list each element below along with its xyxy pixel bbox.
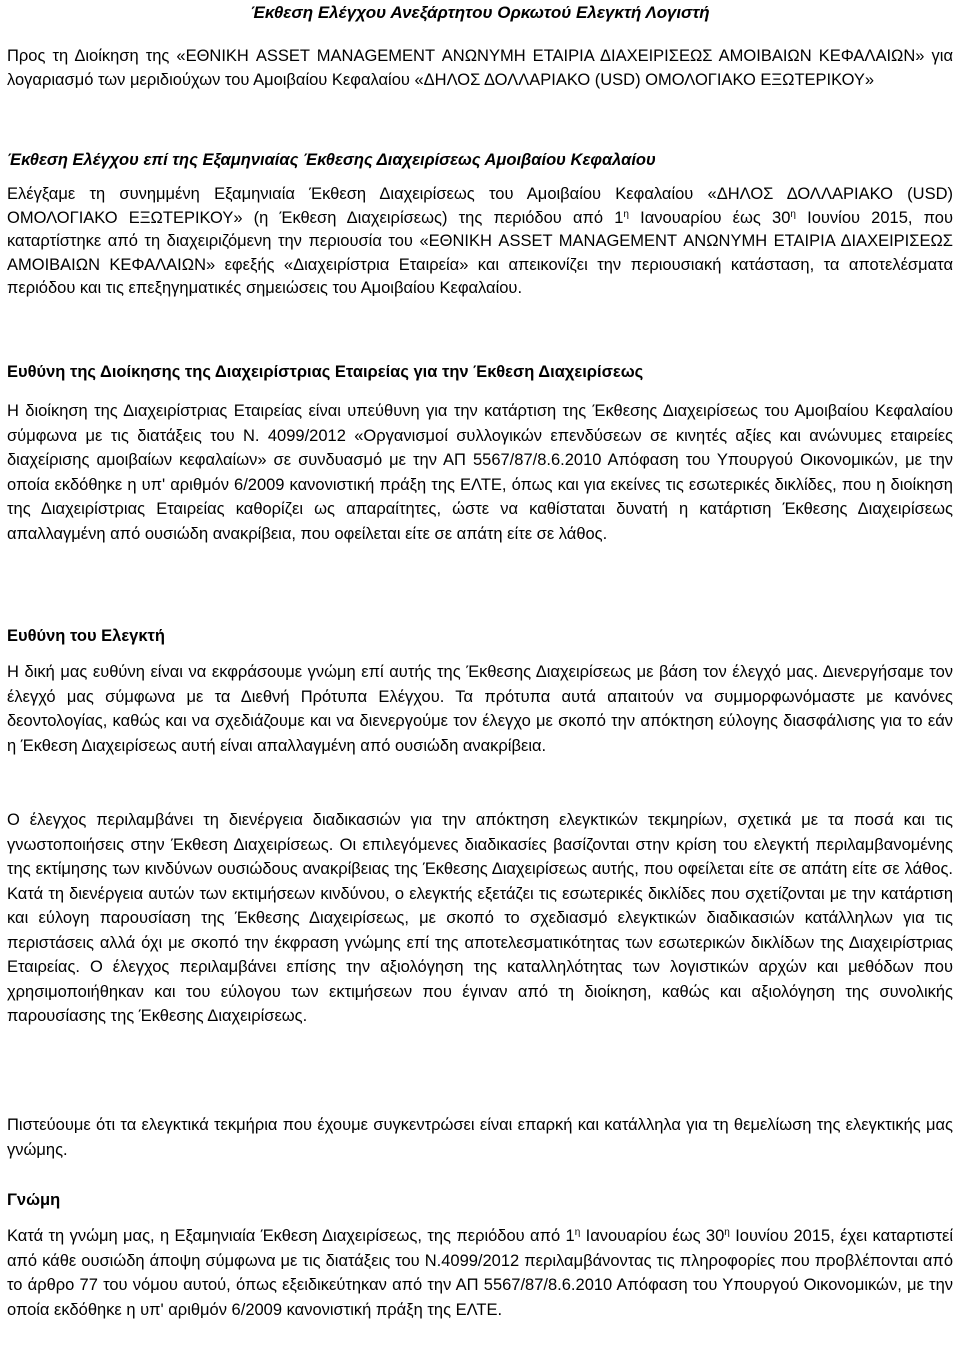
section-heading-auditor: Ευθύνη του Ελεγκτή: [7, 627, 165, 645]
section-heading-opinion: Γνώμη: [7, 1191, 61, 1209]
superscript: η: [574, 1227, 581, 1238]
scope-text-a: Ελέγξαμε τη συνημμένη Εξαμηνιαία Έκθεση Διαχειρίσεως του Αμοιβαίου Κεφαλαίου «ΔΗΛΟΣ ΔΟΛΛΑΡΙΑΚΟ (USD) ΟΜΟΛΟΓΙΑΚΟ ΕΞΩΤΕΡΙΚΟΥ» (η Έκθεση Διαχειρίσεως) της περιόδου από 1: [7, 185, 953, 227]
auditor-paragraph-1: Η δική μας ευθύνη είναι να εκφράσουμε γνώμη επί αυτής της Έκθεσης Διαχειρίσεως με βάση τον έλεγχό μας. Διενεργήσαμε τον έλεγχό μας σύμφωνα με τα Διεθνή Πρότυπα Ελέγχου. Τα πρότυπα αυτά απαιτούν να συμμορφωνόμαστε με κανόνες δεοντολογίας, καθώς και να σχεδιάζουμε και να διενεργούμε τον έλεγχο με σκοπό την απόκτηση εύλογης διασφάλισης για το εάν η Έκθεση Διαχειρίσεως αυτή είναι απαλλαγμένη από ουσιώδη ανακρίβεια.: [7, 663, 953, 755]
management-paragraph: Η διοίκηση της Διαχειρίστριας Εταιρείας είναι υπεύθυνη για την κατάρτιση της Έκθεσης Διαχειρίσεως του Αμοιβαίου Κεφαλαίου σύμφωνα με τις διατάξεις του Ν. 4099/2012 «Οργανισμοί συλλογικών επενδύσεων σε κινητές αξίες και ανώνυμες εταιρείες διαχείρισης αμοιβαίων κεφαλαίων» σε συνδυασμό με την ΑΠ 5567/87/8.6.2010 Απόφαση του Υπουργού Οικονομικών, με την οποία εκδόθηκε η υπ' αριθμόν 6/2009 κανονιστική πράξη της ΕΛΤΕ, όπως και για εκείνες τις εσωτερικές δικλίδες, που η διοίκηση της Διαχειρίστριας Εταιρείας καθορίζει ως απαραίτητες, ώστε να καθίσταται δυνατή η κατάρτιση Έκθεσης Διαχειρίσεως απαλλαγμένη από ουσιώδη ανακρίβεια, που οφείλεται είτε σε απάτη είτε σε λάθος.: [7, 402, 953, 543]
auditor-paragraph-2: Ο έλεγχος περιλαμβάνει τη διενέργεια διαδικασιών για την απόκτηση ελεγκτικών τεκμηρίων, σχετικά με τα ποσά και τις γνωστοποιήσεις στην Έκθεση Διαχειρίσεως. Οι επιλεγόμενες διαδικασίες βασίζονται στην κρίση του ελεγκτή περιλαμβανομένης της εκτίμησης των κινδύνων ουσιώδους ανακρίβειας της Έκθεσης Διαχειρίσεως αυτής, που οφείλεται είτε σε απάτη είτε σε λάθος. Κατά τη διενέργεια αυτών των εκτιμήσεων κινδύνου, ο ελεγκτής εξετάζει τις εσωτερικές δικλίδες που σχετίζονται με την κατάρτιση και εύλογη παρουσίαση της Έκθεσης Διαχειρίσεως, με σκοπό το σχεδιασμό ελεγκτικών διαδικασιών κατάλληλων για τις περιστάσεις αλλά όχι με σκοπό την έκφραση γνώμης επί της αποτελεσματικότητας των εσωτερικών δικλίδων της Διαχειρίστριας Εταιρείας. Ο έλεγχος περιλαμβάνει επίσης την αξιολόγηση της καταλληλότητας των λογιστικών αρχών και μεθόδων που χρησιμοποιήθηκαν και του εύλογου των εκτιμήσεων που έγιναν από τη διοίκηση, καθώς και αξιολόγηση της συνολικής παρουσίασης της Έκθεσης Διαχειρίσεως.: [7, 811, 953, 1025]
scope-text-c: Ιουνίου 2015, που καταρτίστηκε από τη διαχειριζόμενη την περιουσία του «ΕΘΝΙΚΗ ASSET MANAGEMENT ΑΝΩΝΥΜΗ ΕΤΑΙΡΙΑ ΔΙΑΧΕΙΡΙΣΕΩΣ ΑΜΟΙΒΑΙΩΝ ΚΕΦΑΛΑΙΩΝ» εφεξής «Διαχειρίστρια Εταιρεία» και απεικονίζει την περιουσιακή κατάσταση, τα αποτελέσματα περιόδου και τις επεξηγηματικές σημειώσεις του Αμοιβαίου Κεφαλαίου.: [7, 208, 953, 297]
superscript: η: [623, 208, 629, 220]
superscript: η: [724, 1227, 730, 1238]
opinion-text-a: Κατά τη γνώμη μας, η Εξαμηνιαία Έκθεση Διαχειρίσεως, της περιόδου από 1: [7, 1227, 575, 1245]
report-title: Έκθεση Ελέγχου Ανεξάρτητου Ορκωτού Ελεγκτή Λογιστή: [250, 3, 710, 22]
superscript: η: [790, 208, 796, 220]
addressee-paragraph: Προς τη Διοίκηση της «ΕΘΝΙΚΗ ASSET MANAGEMENT ΑΝΩΝΥΜΗ ΕΤΑΙΡΙΑ ΔΙΑΧΕΙΡΙΣΕΩΣ ΑΜΟΙΒΑΙΩΝ ΚΕΦΑΛΑΙΩΝ» για λογαριασμό των μεριδιούχων του Αμοιβαίου Κεφαλαίου «ΔΗΛΟΣ ΔΟΛΛΑΡΙΑΚΟ (USD) ΟΜΟΛΟΓΙΑΚΟ ΕΞΩΤΕΡΙΚΟΥ»: [7, 47, 953, 89]
scope-paragraph: [7, 183, 953, 301]
auditor-paragraph-3: Πιστεύουμε ότι τα ελεγκτικά τεκμήρια που έχουμε συγκεντρώσει είναι επαρκή και κατάλληλα για τη θεμελίωση της ελεγκτικής μας γνώμης.: [7, 1116, 953, 1159]
opinion-text-c: Ιουνίου 2015, έχει καταρτιστεί από κάθε ουσιώδη άποψη σύμφωνα με τις διατάξεις του Ν.4099/2012 περιλαμβάνοντας τις πληροφορίες που προβλέπονται από το άρθρο 77 του νόμου αυτού, όπως εξειδικεύτηκαν από την ΑΠ 5567/87/8.6.2010 Απόφαση του Υπουργού Οικονομικών, με την οποία εκδόθηκε η υπ' αριθμόν 6/2009 κανονιστική πράξη της ΕΛΤΕ.: [7, 1227, 954, 1319]
section-heading-report: Έκθεση Ελέγχου επί της Εξαμηνιαίας Έκθεσης Διαχειρίσεως Αμοιβαίου Κεφαλαίου: [7, 151, 656, 169]
opinion-paragraph: [7, 1224, 953, 1322]
opinion-text-b: Ιανουαρίου έως 30: [580, 1227, 725, 1245]
section-heading-management: Ευθύνη της Διοίκησης της Διαχειρίστριας Εταιρείας για την Έκθεση Διαχειρίσεως: [7, 363, 644, 381]
scope-text-b: Ιανουαρίου έως 30: [628, 208, 791, 227]
